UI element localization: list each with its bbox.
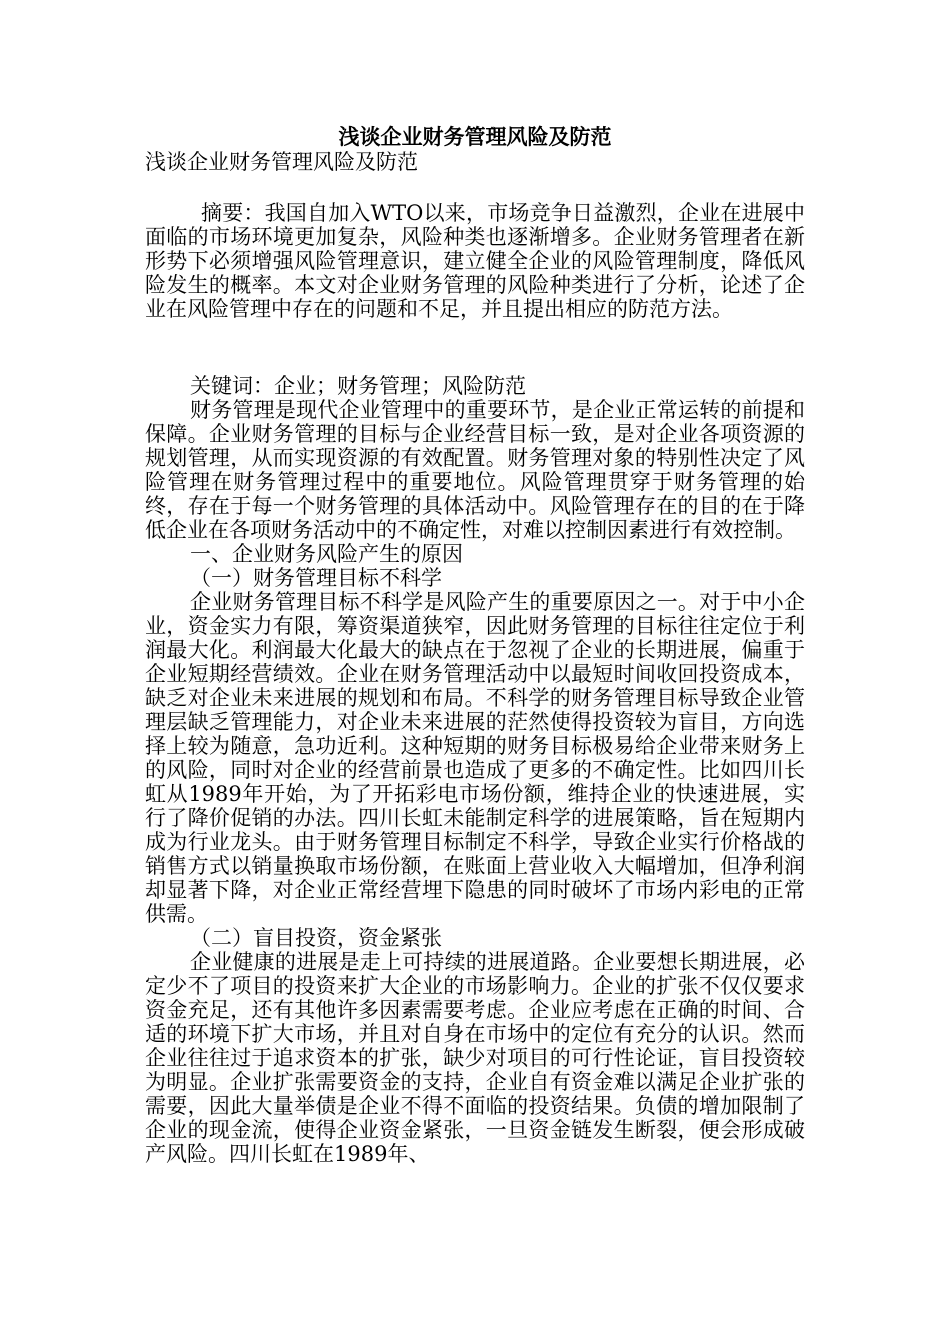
subsection-paragraph-2: 企业健康的进展是走上可持续的进展道路。企业要想长期进展，必定少不了项目的投资来扩大企业的市场影响力。企业的扩张不仅仅要求资金充足，还有其他许多因素需要考虑。企业应考虑在正确的时间、合适的环境下扩大市场，并且对自身在市场中的定位有充分的认识。然而企业往往过于追求资本的扩张，缺少对项目的可行性论证，盲目投资较为明显。企业扩张需要资金的支持，企业自有资金难以满足企业扩张的需要，因此大量举债是企业不得不面临的投资结果。负债的增加限制了企业的现金流，使得企业资金紧张，一旦资金链发生断裂，便会形成破产风险。四川长虹在1989年、 <box>145 950 805 1166</box>
keywords-line: 关键词：企业；财务管理；风险防范 <box>190 374 526 398</box>
document-subtitle: 浅谈企业财务管理风险及防范 <box>145 150 418 174</box>
subsection-paragraph-1: 企业财务管理目标不科学是风险产生的重要原因之一。对于中小企业，资金实力有限，筹资渠道狭窄，因此财务管理的目标往往定位于利润最大化。利润最大化最大的缺点在于忽视了企业的长期进展，偏重于企业短期经营绩效。企业在财务管理活动中以最短时间收回投资成本，缺乏对企业未来进展的规划和布局。不科学的财务管理目标导致企业管理层缺乏管理能力，对企业未来进展的茫然使得投资较为盲目，方向选择上较为随意，急功近利。这种短期的财务目标极易给企业带来财务上的风险，同时对企业的经营前景也造成了更多的不确定性。比如四川长虹从1989年开始，为了开拓彩电市场份额，维持企业的快速进展，实行了降价促销的办法。四川长虹未能制定科学的进展策略，旨在短期内成为行业龙头。由于财务管理目标制定不科学，导致企业实行价格战的销售方式以销量换取市场份额，在账面上营业收入大幅增加，但净利润却显著下降，对企业正常经营埋下隐患的同时破坏了市场内彩电的正常供需。 <box>145 590 805 926</box>
section-heading: 一、企业财务风险产生的原因 <box>190 542 463 566</box>
subsection-heading-1: （一）财务管理目标不科学 <box>190 566 442 590</box>
body-content <box>145 398 805 1166</box>
subsection-heading-2: （二）盲目投资，资金紧张 <box>190 926 442 950</box>
abstract-paragraph: 摘要：我国自加入WTO以来，市场竞争日益激烈，企业在进展中面临的市场环境更加复杂，风险种类也逐渐增多。企业财务管理者在新形势下必须增强风险管理意识，建立健全企业的风险管理制度，降低风险发生的概率。本文对企业财务管理的风险种类进行了分析，论述了企业在风险管理中存在的问题和不足，并且提出相应的防范方法。 <box>145 201 805 321</box>
document-title: 浅谈企业财务管理风险及防范 <box>338 124 612 149</box>
intro-paragraph: 财务管理是现代企业管理中的重要环节，是企业正常运转的前提和保障。企业财务管理的目标与企业经营目标一致，是对企业各项资源的规划管理，从而实现资源的有效配置。财务管理对象的特别性决定了风险管理在财务管理过程中的重要地位。风险管理贯穿于财务管理的始终，存在于每一个财务管理的具体活动中。风险管理存在的目的在于降低企业在各项财务活动中的不确定性，对难以控制因素进行有效控制。 <box>145 398 805 542</box>
